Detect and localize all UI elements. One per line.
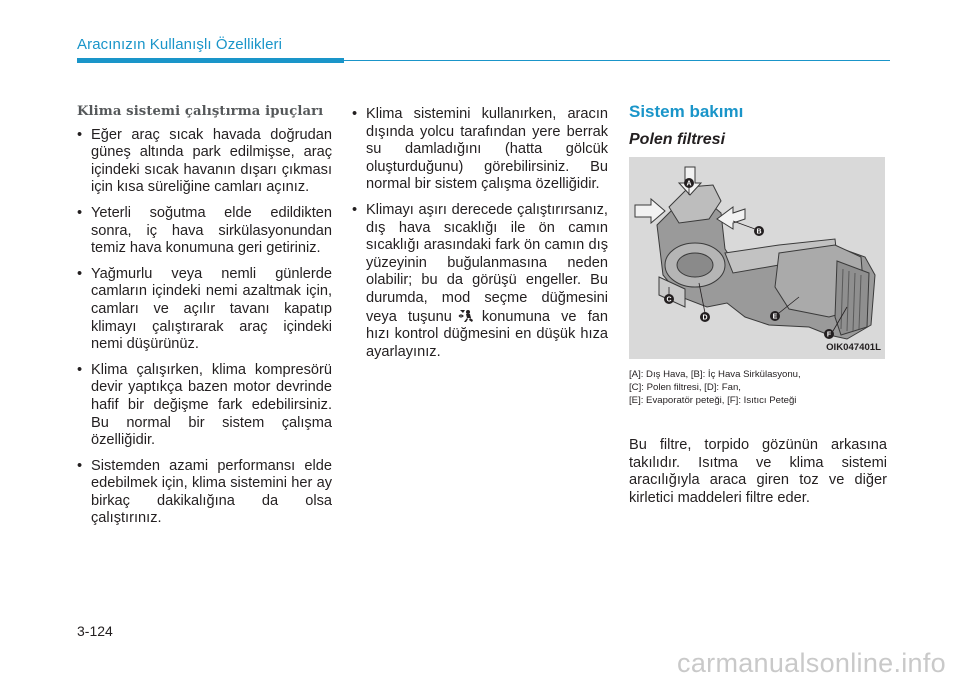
tip-item: • Yağmurlu veya nemli günlerde camların içindeki nemi azaltmak için, camları ve açılır tavanı kapatıp klimayı çalıştırarak araç içindeki nemi düşürünüz. <box>77 266 332 354</box>
tips-heading: Klima sistemi çalıştırma ipuçları <box>77 104 324 119</box>
defrost-mode-icon <box>458 308 476 324</box>
section-heading: Sistem bakımı <box>629 102 744 121</box>
tip-item: • Sistemden azami performansı elde edebilmek için, klima sistemini her ay birkaç dakikalığına da olsa çalıştırınız. <box>77 458 332 528</box>
figure-label-c: C <box>666 296 672 304</box>
tips-list <box>77 127 332 528</box>
figure-code: OIK047401L <box>826 341 881 353</box>
tip-text-after-icon: konumuna ve fan hızı kontrol düğmesini en düşük hıza ayarlayınız. <box>366 308 608 360</box>
tip-text-before-icon: Klimayı aşırı derecede çalıştırırsanız, dış hava sıcaklığı ile ön camın sıcaklığı arasındaki fark ön camın dış yüzeyinin buğulanmasına neden olabilir; bu da görüşü engeller. Bu durumda, mod seçme düğmesini veya tuşunu <box>366 201 608 325</box>
caption-line: [A]: Dış Hava, [B]: İç Hava Sirkülasyonu, <box>629 369 801 381</box>
figure-label-f: F <box>826 331 832 339</box>
watermark: carmanualsonline.info <box>677 648 946 678</box>
tip-item: • Eğer araç sıcak havada doğrudan güneş altında park edilmişse, araç içindeki sıcak havanın dışarı çıkması için kısa süreliğine camları açınız. <box>77 127 332 197</box>
caption-line: [E]: Evaporatör peteği, [F]: Isıtıcı Peteği <box>629 395 797 407</box>
header-rule-accent <box>77 58 344 63</box>
column-right <box>629 103 887 508</box>
climate-unit-figure <box>629 157 885 359</box>
column-left <box>77 103 332 536</box>
caption-line: [C]: Polen filtresi, [D]: Fan, <box>629 382 741 394</box>
column-middle <box>352 106 608 369</box>
tip-item-with-icon <box>352 202 608 361</box>
page-number: 3-124 <box>77 623 113 639</box>
header-rule-line <box>344 60 890 61</box>
chapter-title: Aracınızın Kullanışlı Özellikleri <box>77 36 283 53</box>
figure-label-e: E <box>772 313 778 321</box>
tips-list-continued <box>352 106 608 361</box>
figure-label-b: B <box>756 228 762 236</box>
figure-label-a: A <box>686 180 692 188</box>
tip-item: • Klima sistemini kullanırken, aracın dışında yolcu tarafından yere berrak su damladığını (hatta gölcük oluşturduğunu) görebilirsiniz. Bu normal bir sistem çalışma özelliğidir. <box>352 106 608 194</box>
subsection-heading: Polen filtresi <box>629 130 726 148</box>
hvac-illustration <box>629 157 885 359</box>
figure-caption <box>629 368 887 407</box>
tip-item: • Klima çalışırken, klima kompresörü devir yaptıkça bazen motor devrinde hafif bir değişme fark edebilirsiniz. Bu normal bir sistem çalışma özelliğidir. <box>77 362 332 450</box>
tip-item: • Yeterli soğutma elde edildikten sonra, iç hava sirkülasyonundan temiz hava konumuna geri getiriniz. <box>77 205 332 258</box>
filter-description: Bu filtre, torpido gözünün arkasına takılıdır. Isıtma ve klima sistemi aracılığıyla araca giren toz ve diğer kirletici maddeleri filtre eder. <box>629 437 887 506</box>
figure-label-d: D <box>702 314 708 322</box>
